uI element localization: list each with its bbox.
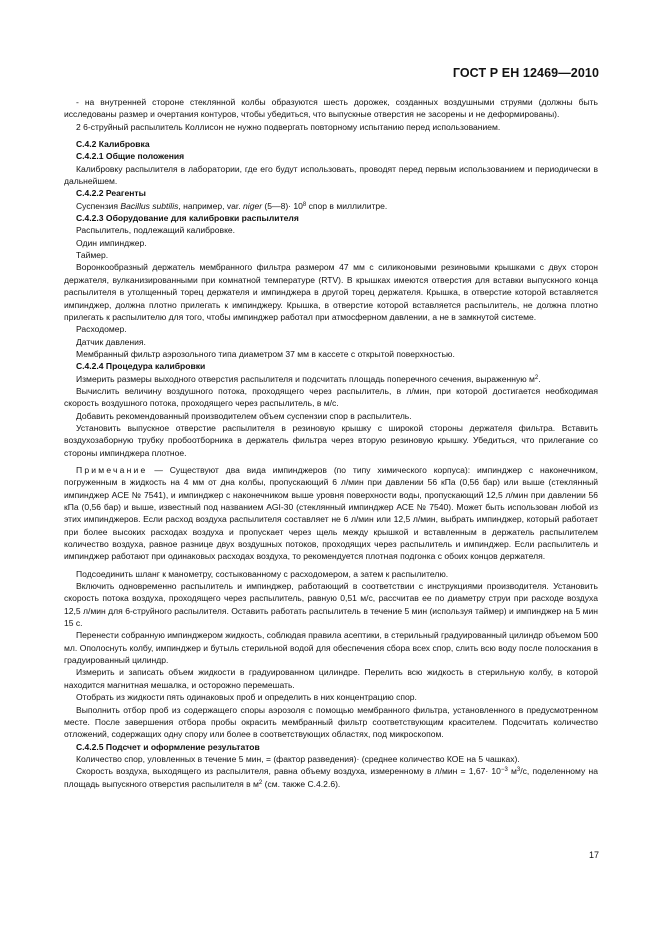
text-span: Измерить размеры выходного отверстия распылителя и подсчитать площадь поперечного сечения, выраженную м <box>76 373 535 384</box>
subsection-heading: С.4.2.2 Реагенты <box>76 188 146 199</box>
subsection-heading: С.4.2.4 Процедура калибровки <box>76 361 206 372</box>
paragraph: Отобрать из жидкости пять одинаковых проб и определить в них концентрацию спор. <box>76 692 417 703</box>
text-span: . <box>538 373 541 384</box>
text-span: (см. также С.4.2.6). <box>262 778 341 789</box>
paragraph: Датчик давления. <box>76 336 146 347</box>
paragraph: Выполнить отбор проб из содержащего споры аэрозоля с помощью мембранного фильтра, установленного в предусмотренном месте. После завершения отбора пробы окрасить мембранный фильтр соответствующим красителем. Подсчитать количество отложений, содержащих одну спору или более в соответствующих областях, под микроскопом. <box>64 704 598 740</box>
note-paragraph <box>64 464 598 563</box>
document-body <box>64 96 598 790</box>
note-text: — Существуют два вида импинджеров (по типу химического корпуса): импинджер с наконечником, погруженным в жидкость на 4 мм от дна колбы, пропускающий 6 л/мин при давлении 56 кПа (0,56 бар) или выше (стеклянный импинджер АСЕ № 7541), и импинджер с наконечником выше уровня поверхности воды, пропускающий 12,5 л/мин при давлении 56 кПа (0,56 бар) и выше, известный под названием AGI-30 (стеклянный импинджер АСЕ № 7540). Может быть использован любой из этих импинджеров. Если расход воздуха распылителя составляет не 6 л/мин или 12,5 л/мин, выбрать импинджер, который работает при более высоких расходах воздуха и пропускает через щель между крышкой и вставленным в держатель распылителем количество воздуха, равное разнице двух воздушных потоков, проходящих через распылитель и импинджер. Если распылитель и импинджер работают при одинаковых расходах воздуха, то рекомендуется плотная подгонка с обоих концов держателя. <box>64 464 598 562</box>
paragraph: Количество спор, уловленных в течение 5 мин, = (фактор разведения)· (среднее количество КОЕ на 5 чашках). <box>76 753 520 764</box>
paragraph: Измерить и записать объем жидкости в градуированном цилиндре. Перелить всю жидкость в стерильную колбу, в которой находится магнитная мешалка, и осторожно перемешать. <box>64 667 598 690</box>
paragraph: Добавить рекомендованный производителем объем суспензии спор в распылитель. <box>76 410 412 421</box>
paragraph: Подсоединить шланг к манометру, состыкованному с расходомером, а затем к распылителю. <box>76 568 449 579</box>
paragraph: Перенести собранную импинджером жидкость, соблюдая правила асептики, в стерильный градуированный цилиндр объемом 500 мл. Ополоснуть колбу, импинджер и бутыль стерильной водой для обеспечения сбора всех спор, слить всю воду после полоскания в градуированный цилиндр. <box>64 630 598 666</box>
paragraph <box>64 373 598 385</box>
paragraph: Калибровку распылителя в лаборатории, где его будут использовать, проводят перед первым использованием и периодически в дальнейшем. <box>64 163 598 187</box>
superscript: 8 <box>302 201 307 208</box>
paragraph: Таймер. <box>76 250 109 261</box>
section-heading: С.4.2 Калибровка <box>76 139 150 150</box>
italic-span: niger <box>243 200 263 211</box>
note-label: Примечание <box>76 464 148 475</box>
paragraph: Мембранный фильтр аэрозольного типа диаметром 37 мм в кассете с открытой поверхностью. <box>76 348 455 359</box>
subsection-heading: С.4.2.5 Подсчет и оформление результатов <box>76 741 260 752</box>
text-span: Скорость воздуха, выходящего из распылителя, равна объему воздуха, измеренному в л/мин = 1,67· 10 <box>76 766 501 777</box>
superscript: −3 <box>500 767 508 774</box>
italic-span: Bacillus subtilis <box>120 200 179 211</box>
text-span: м <box>507 766 517 777</box>
subsection-heading: С.4.2.3 Оборудование для калибровки распылителя <box>76 213 299 224</box>
paragraph: 2 6-струйный распылитель Коллисон не нужно подвергать повторному испытанию перед использованием. <box>76 121 501 132</box>
paragraph: - на внутренней стороне стеклянной колбы образуются шесть дорожек, созданных воздушными струями (должны быть исследованы размер и очертания контуров, чтобы убедиться, что выпускные отверстия не засорены и не деформированы). <box>64 97 598 120</box>
paragraph: Установить выпускное отверстие распылителя в резиновую крышку с широкой стороны держателя фильтра. Вставить воздухозаборную трубку пробоотборника в держатель фильтра через вторую резиновую крышку. Убедиться, что прилегание со стороны импинджера плотное. <box>64 422 598 458</box>
text-span: Суспензия <box>76 200 121 211</box>
paragraph-reagent <box>64 200 598 212</box>
page-number: 17 <box>588 850 599 860</box>
paragraph: Распылитель, подлежащий калибровке. <box>76 225 236 236</box>
text-span: спор в миллилитре. <box>306 200 388 211</box>
text-span: /с, поделенному на площадь выпускного отверстия распылителя в м <box>64 766 598 789</box>
paragraph: Расходомер. <box>76 324 127 335</box>
superscript: 2 <box>534 374 539 381</box>
paragraph: Включить одновременно распылитель и импинджер, работающий в соответствии с инструкциями производителя. Установить скорость потока воздуха, проходящего через распылитель, равную 0,51 м/с, рассчитав ее по диаметру струи при расходе воздуха 12,5 л/мин для 6-струйного распылителя. Оставить работать распылитель в течение 5 мин (используя таймер) и импинджер на 5 мин 15 с. <box>64 581 598 629</box>
paragraph: Один импинджер. <box>76 237 147 248</box>
subsection-heading: С.4.2.1 Общие положения <box>76 151 185 162</box>
text-span: (5—8)· 10 <box>262 200 303 211</box>
superscript: 3 <box>516 767 521 774</box>
paragraph: Вычислить величину воздушного потока, проходящего через распылитель, в л/мин, при которой достигается необходимая скорость воздушного потока, проходящего через распылитель, в м/с. <box>64 385 598 409</box>
paragraph: Воронкообразный держатель мембранного фильтра размером 47 мм с силиконовыми резиновыми крышками с двух сторон держателя, вулканизированными при комнатной температуре (RTV). В крышках имеются отверстия для вставки выпускного конца распылителя в утолщенный торец держателя и импинджера в другой торец держателя. Крышка, в отверстие которой вставляется импинджер, должна плотно прилегать к импинджеру. Крышка, в отверстие которой вставляется распылитель, не должна плотно прилегать к распылителю для того, чтобы импинджер работал при атмосферном давлении, а не в замкнутой системе. <box>64 262 598 322</box>
superscript: 2 <box>258 779 263 786</box>
paragraph <box>64 765 598 790</box>
text-span: , например, var. <box>178 200 244 211</box>
document-header-title: ГОСТ Р ЕН 12469—2010 <box>452 66 599 80</box>
